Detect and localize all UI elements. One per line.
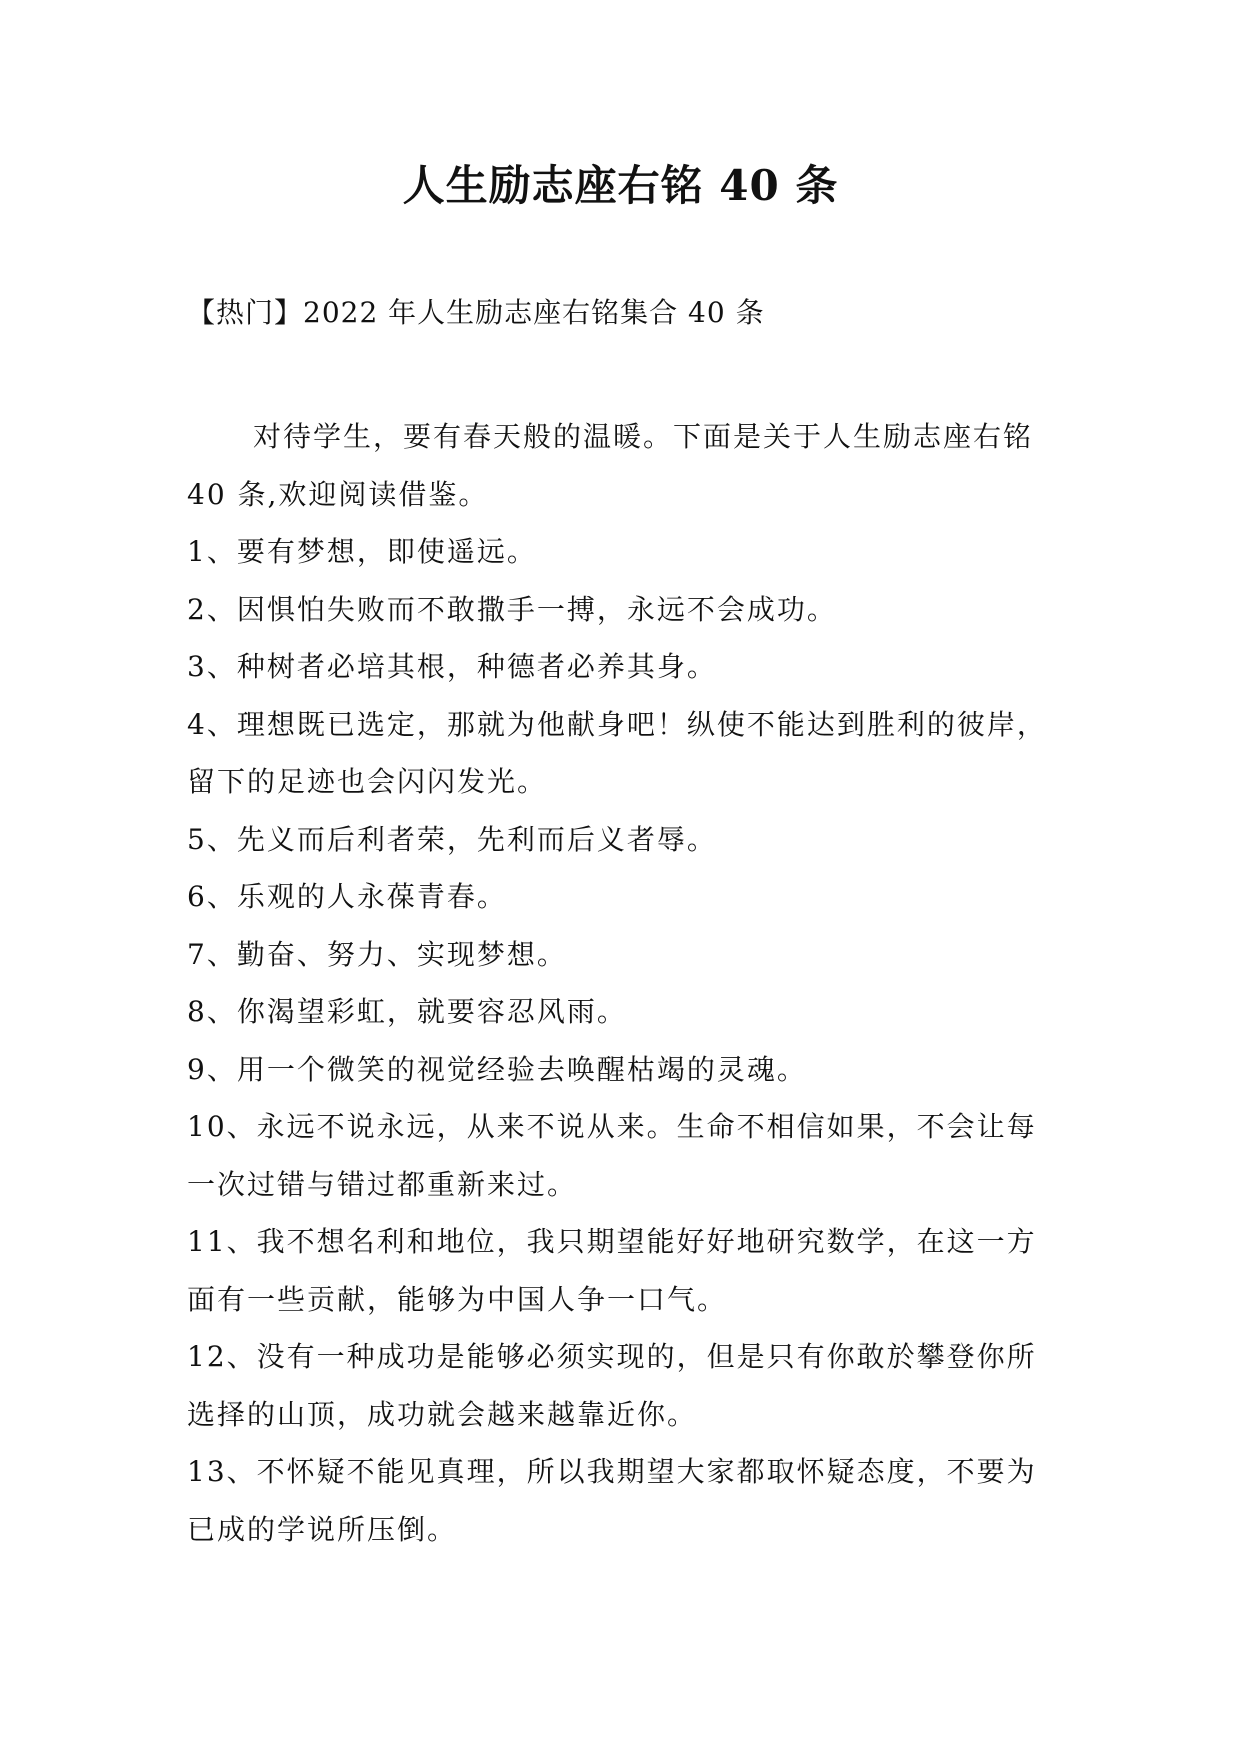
list-item: 3、种树者必培其根，种德者必养其身。: [187, 650, 717, 683]
list-item: 12、没有一种成功是能够必须实现的，但是只有你敢於攀登你所选择的山顶，成功就会越来越靠近你。: [187, 1340, 1037, 1431]
list-item: 13、不怀疑不能见真理，所以我期望大家都取怀疑态度，不要为已成的学说所压倒。: [187, 1455, 1037, 1546]
list-item: 11、我不想名利和地位，我只期望能好好地研究数学，在这一方面有一些贡献，能够为中国人争一口气。: [187, 1225, 1037, 1316]
list-item: 1、要有梦想，即使遥远。: [187, 535, 537, 568]
document-body: [187, 408, 1057, 1558]
list-item: 10、永远不说永远，从来不说从来。生命不相信如果，不会让每一次过错与错过都重新来过。: [187, 1110, 1037, 1201]
list-item: 9、用一个微笑的视觉经验去唤醒枯竭的灵魂。: [187, 1052, 807, 1086]
list-item: 7、勤奋、努力、实现梦想。: [187, 937, 567, 971]
list-item: 2、因惧怕失败而不敢撒手一搏，永远不会成功。: [187, 592, 837, 626]
list-item: 4、理想既已选定，那就为他献身吧！纵使不能达到胜利的彼岸，留下的足迹也会闪闪发光。: [187, 707, 1047, 798]
document-subtitle: 【热门】2022 年人生励志座右铭集合 40 条: [187, 296, 765, 329]
list-item: 8、你渴望彩虹，就要容忍风雨。: [187, 995, 627, 1028]
list-item: 6、乐观的人永葆青春。: [187, 880, 507, 913]
intro-paragraph: 对待学生，要有春天般的温暖。下面是关于人生励志座右铭 40 条,欢迎阅读借鉴。: [187, 420, 1034, 511]
document-title: 人生励志座右铭 40 条: [402, 161, 839, 210]
list-item: 5、先义而后利者荣，先利而后义者辱。: [187, 822, 717, 856]
